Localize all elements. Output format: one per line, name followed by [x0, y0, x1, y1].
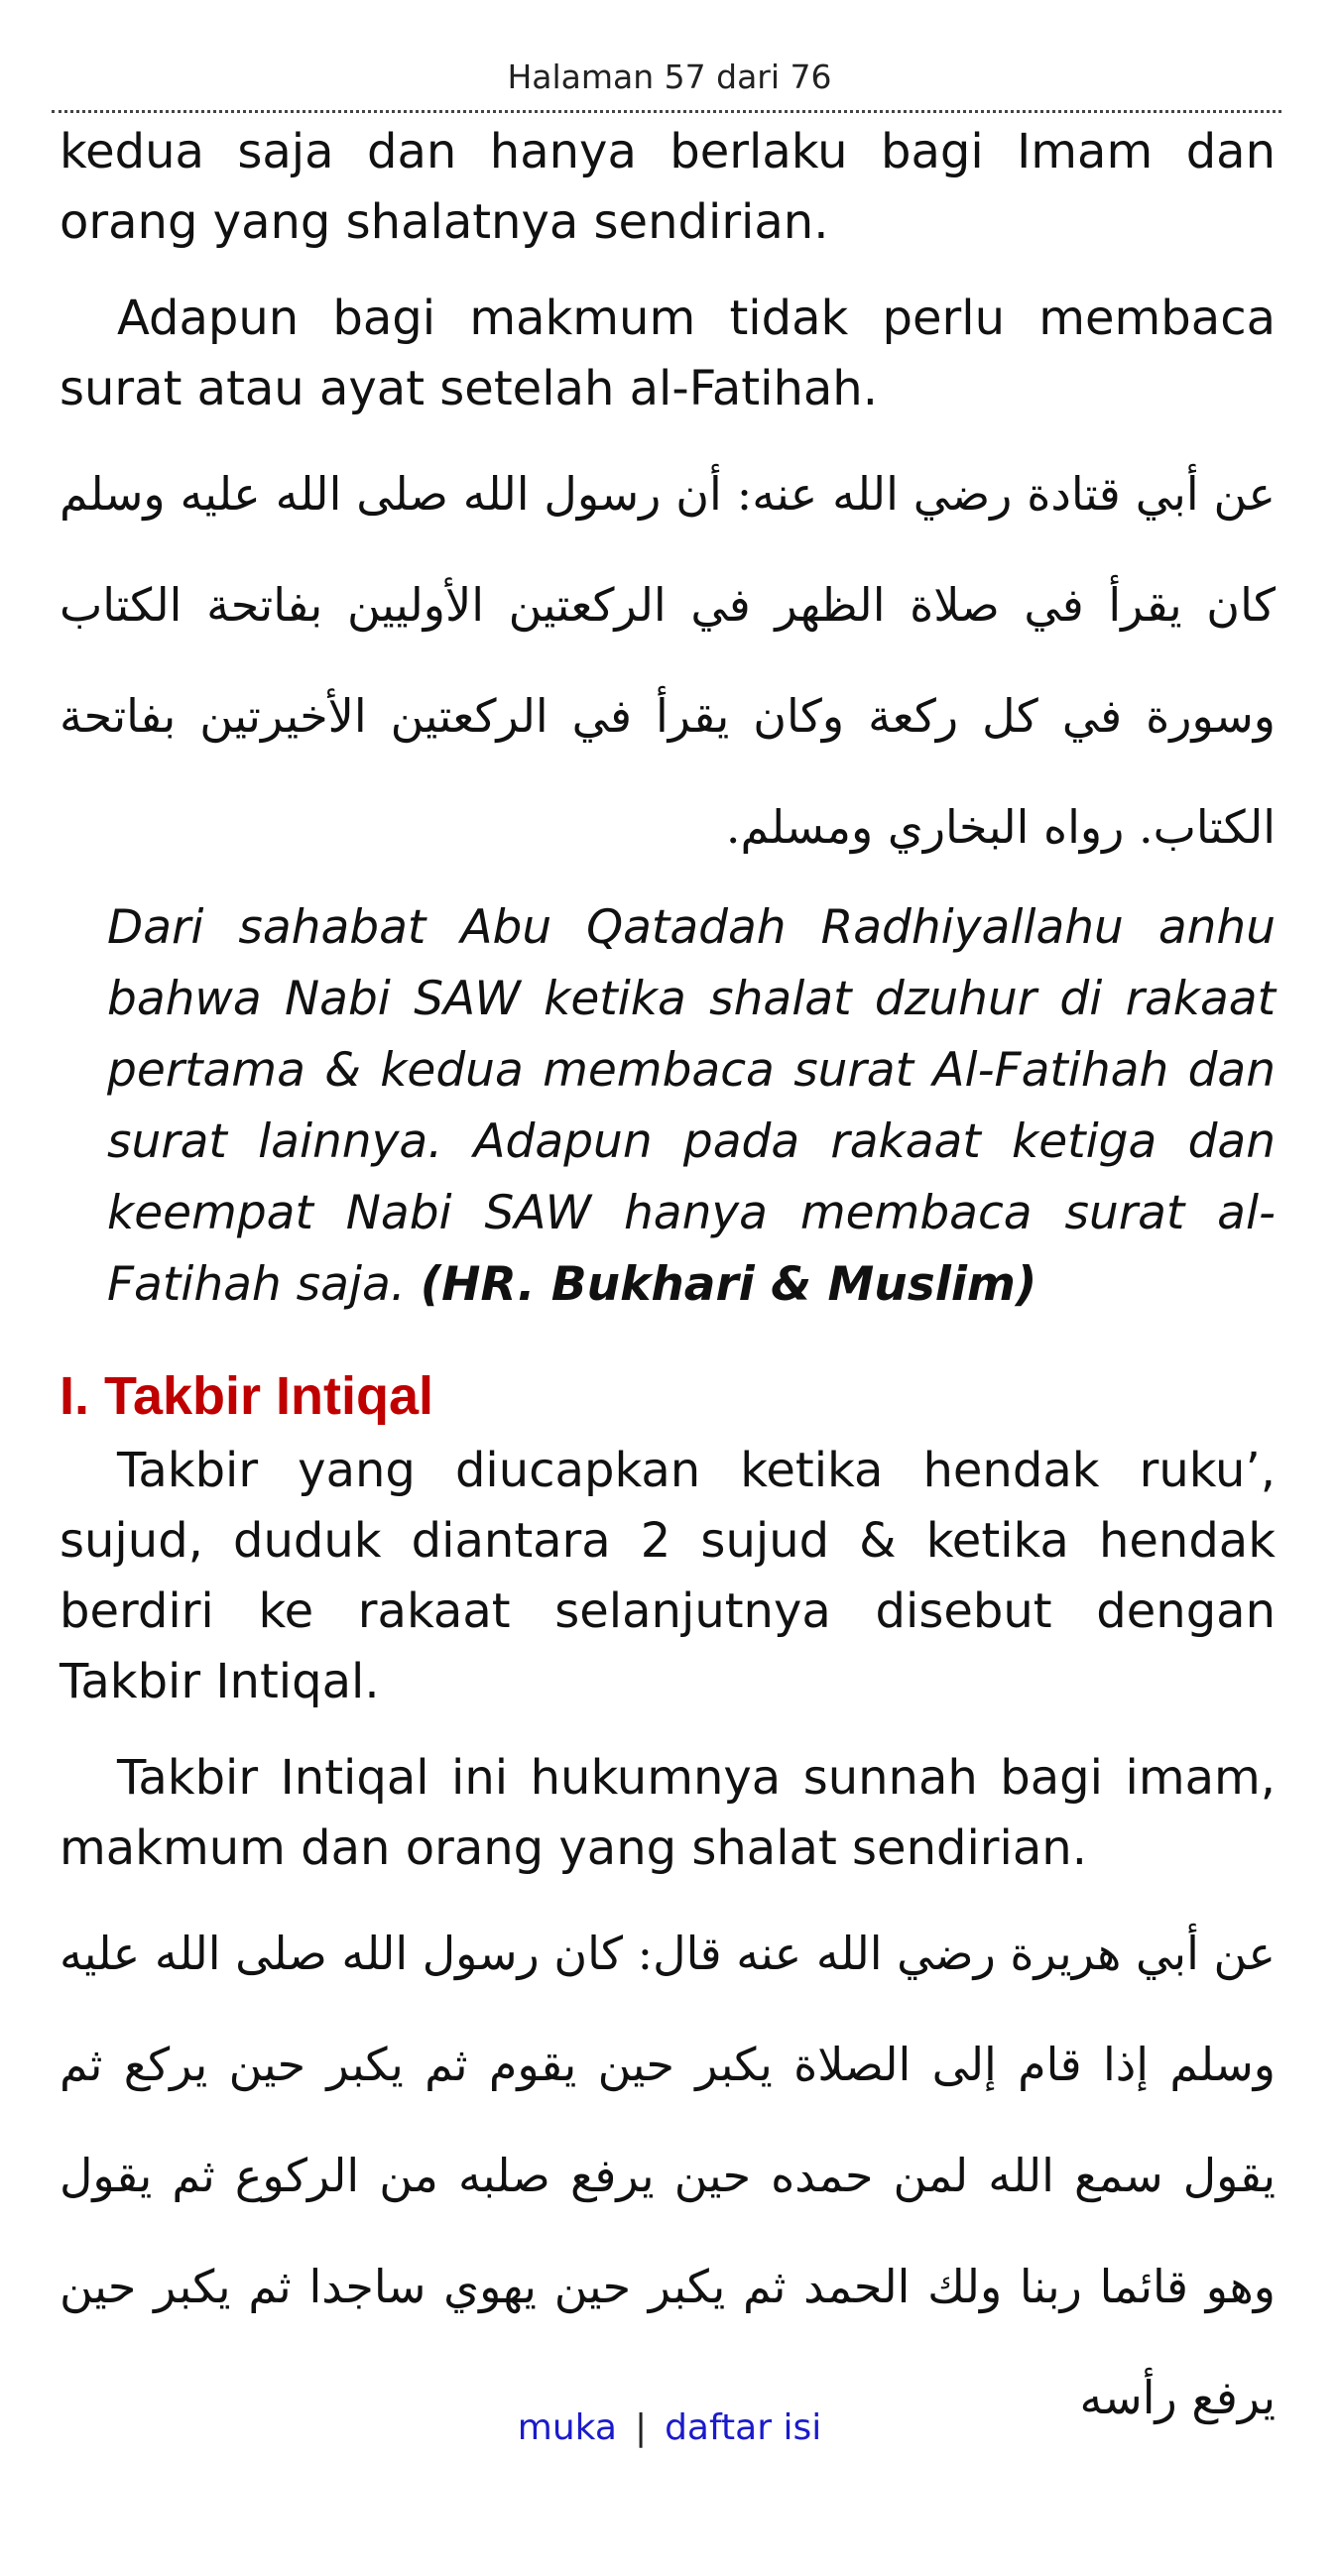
paragraph-takbir-ruling: Takbir Intiqal ini hukumnya sunnah bagi imam, makmum dan orang yang shalat sendirian. — [60, 1750, 1276, 1876]
cover-link[interactable]: muka — [517, 2407, 617, 2448]
arabic-hadith-qatadah: عن أبي قتادة رضي الله عنه: أن رسول الله صلى الله عليه وسلم كان يقرأ في صلاة الظهر في الركعتين الأوليين بفاتحة الكتاب وسورة في كل ركعة وكان يقرأ في الركعتين الأخيرتين بفاتحة الكتاب. رواه البخاري ومسلم. — [60, 467, 1276, 854]
paragraph-makmum: Adapun bagi makmum tidak perlu membaca surat atau ayat setelah al-Fatihah. — [60, 291, 1276, 416]
table-of-contents-link[interactable]: daftar isi — [665, 2407, 822, 2448]
hadith-source: (HR. Bukhari & Muslim) — [420, 1257, 1037, 1312]
section-heading: I. Takbir Intiqal — [60, 1366, 434, 1426]
paragraph-takbir-definition: Takbir yang diucapkan ketika hendak ruku’, sujud, duduk diantara 2 sujud & ketika hendak berdiri ke rakaat selanjutnya disebut dengan Takbir Intiqal. — [60, 1443, 1276, 1709]
paragraph-continuation: kedua saja dan hanya berlaku bagi Imam dan orang yang shalatnya sendirian. — [60, 124, 1276, 250]
header-divider — [52, 110, 1281, 113]
page-indicator: Halaman 57 dari 76 — [507, 58, 832, 96]
arabic-hadith-hurairah: عن أبي هريرة رضي الله عنه قال: كان رسول الله صلى الله عليه وسلم إذا قام إلى الصلاة يكبر حين يقوم ثم يكبر حين يركع ثم يقول سمع الله لمن حمده حين يرفع صلبه من الركوع ثم يقول وهو قائما ربنا ولك الحمد ثم يكبر حين يهوي ساجدا ثم يكبر حين يرفع رأسه — [60, 1927, 1276, 2424]
footer-separator: | — [634, 2407, 648, 2448]
hadith-translation — [107, 892, 1276, 1321]
page-content — [60, 117, 1276, 2453]
page-footer — [0, 2407, 1339, 2448]
translation-text: Dari sahabat Abu Qatadah Radhiyallahu anhu bahwa Nabi SAW ketika shalat dzuhur di rakaat pertama & kedua membaca surat Al-Fatihah dan surat lainnya. Adapun pada rakaat ketiga dan keempat Nabi SAW hanya membaca surat al-Fatihah saja. — [107, 900, 1276, 1312]
